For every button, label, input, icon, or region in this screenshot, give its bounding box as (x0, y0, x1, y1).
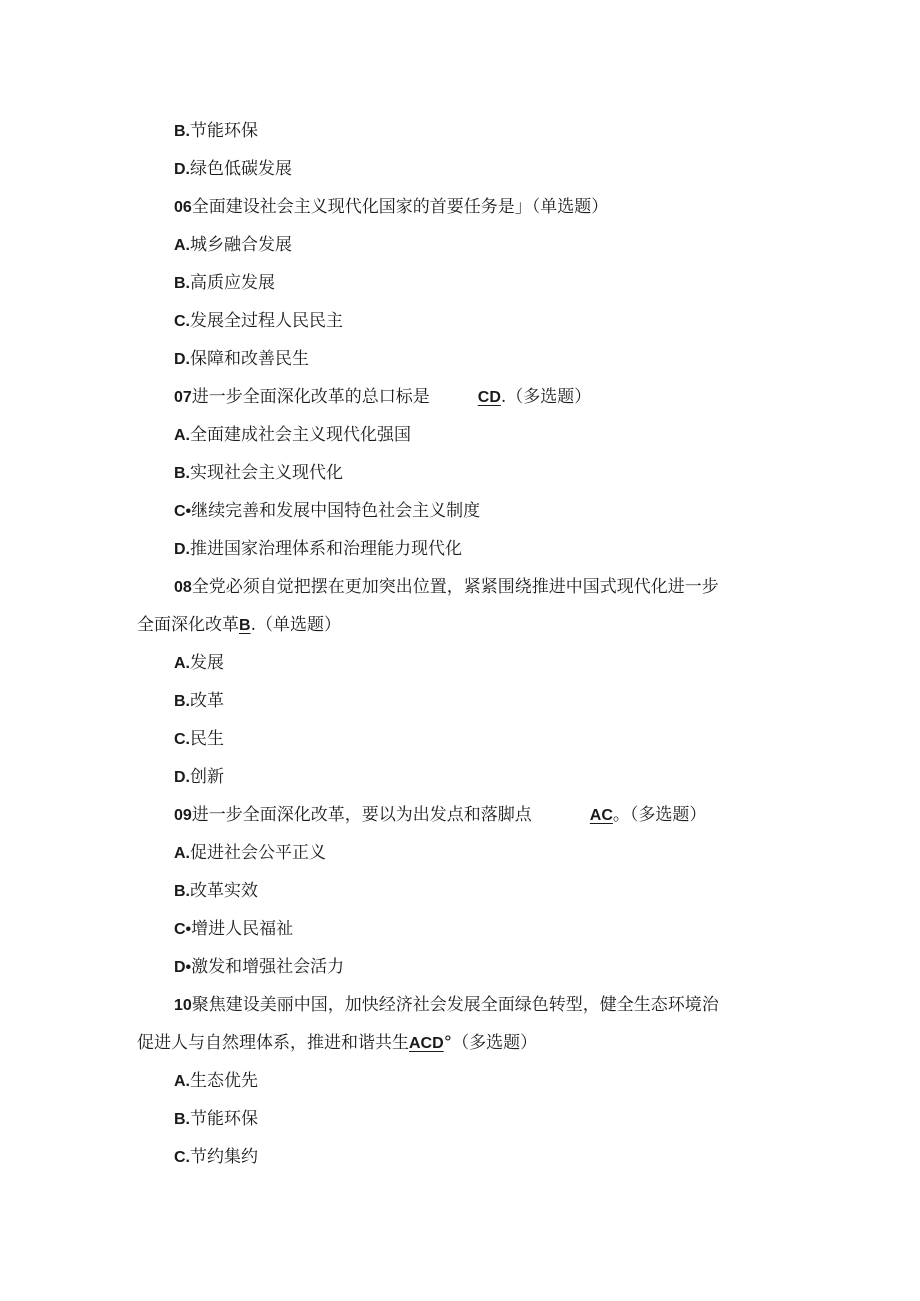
option-text: 高质应发展 (190, 273, 275, 293)
option-letter: D. (174, 769, 190, 786)
answer-mark: CD (477, 389, 501, 406)
option-letter: C. (174, 313, 190, 330)
option-text: 节能环保 (190, 1109, 258, 1129)
option-letter: D. (174, 161, 190, 178)
option-text: 实现社会主义现代化 (190, 463, 343, 483)
question-09 (0, 796, 920, 834)
question-08 (0, 568, 920, 606)
option-text: 促进社会公平正义 (190, 843, 326, 863)
question-number: 06 (174, 199, 192, 216)
option-line (0, 1100, 920, 1138)
option-line (0, 112, 920, 150)
option-letter: C• (174, 503, 192, 520)
question-stem: 促进人与自然理体系，推进和谐共生 (137, 1033, 409, 1053)
question-suffix: .（单选题） (250, 615, 341, 635)
option-line (0, 264, 920, 302)
option-line (0, 302, 920, 340)
question-suffix: 。（多选题） (612, 805, 707, 825)
option-letter: A. (174, 655, 190, 672)
question-number: 07 (174, 389, 192, 406)
option-letter: C• (174, 921, 192, 938)
option-text: 激发和增强社会活力 (191, 957, 345, 977)
option-letter: B. (174, 465, 190, 482)
option-line (0, 416, 920, 454)
option-line (0, 492, 920, 530)
option-text: 绿色低碳发展 (190, 159, 292, 179)
option-text: 改革 (190, 691, 224, 711)
option-letter: D. (174, 351, 190, 368)
option-line (0, 340, 920, 378)
option-text: 发展全过程人民民主 (190, 311, 343, 331)
option-letter: B. (174, 123, 190, 140)
question-stem: 进一步全面深化改革的总口标是 (191, 387, 430, 407)
question-number: 08 (174, 579, 192, 596)
question-suffix: °（多选题） (443, 1033, 538, 1053)
option-letter: A. (174, 845, 190, 862)
option-text: 全面建成社会主义现代化强国 (190, 425, 411, 445)
option-line (0, 226, 920, 264)
question-number: 10 (174, 997, 192, 1014)
option-letter: B. (174, 275, 190, 292)
option-text: 节约集约 (190, 1147, 258, 1167)
question-06 (0, 188, 920, 226)
question-10 (0, 986, 920, 1024)
option-line (0, 758, 920, 796)
option-text: 节能环保 (190, 121, 258, 141)
question-stem: 全党必须自觉把摆在更加突出位置，紧紧围绕推进中国式现代化进一步 (191, 577, 719, 597)
option-letter: B. (174, 883, 190, 900)
option-text: 继续完善和发展中国特色社会主义制度 (191, 501, 481, 521)
question-stem: 全面建设社会主义现代化国家的首要任务是」（单选题） (191, 197, 609, 217)
option-line (0, 834, 920, 872)
option-text: 增进人民福祉 (191, 919, 294, 939)
document-page (0, 112, 920, 1176)
question-stem: 聚焦建设美丽中国，加快经济社会发展全面绿色转型，健全生态环境治 (191, 995, 719, 1015)
option-letter: A. (174, 237, 190, 254)
option-letter: A. (174, 1073, 190, 1090)
option-line (0, 530, 920, 568)
option-line (0, 1062, 920, 1100)
option-line (0, 454, 920, 492)
answer-mark: AC (589, 807, 613, 824)
option-letter: A. (174, 427, 190, 444)
question-stem: 全面深化改革 (137, 615, 239, 635)
option-line (0, 150, 920, 188)
question-08-continued (0, 606, 920, 644)
question-number: 09 (174, 807, 192, 824)
option-letter: B. (174, 1111, 190, 1128)
option-line (0, 872, 920, 910)
answer-mark: B (239, 617, 251, 634)
option-text: 生态优先 (190, 1071, 258, 1091)
option-letter: D• (174, 959, 192, 976)
answer-mark: ACD (409, 1035, 444, 1052)
option-letter: C. (174, 1149, 190, 1166)
option-text: 改革实效 (190, 881, 258, 901)
question-07 (0, 378, 920, 416)
option-text: 发展 (190, 653, 224, 673)
option-letter: C. (174, 731, 190, 748)
option-line (0, 1138, 920, 1176)
option-letter: D. (174, 541, 190, 558)
question-10-continued (0, 1024, 920, 1062)
option-text: 推进国家治理体系和治理能力现代化 (190, 539, 462, 559)
option-line (0, 720, 920, 758)
option-line (0, 910, 920, 948)
option-text: 民生 (190, 729, 224, 749)
question-suffix: .（多选题） (500, 387, 592, 407)
option-line (0, 682, 920, 720)
option-text: 城乡融合发展 (190, 235, 292, 255)
option-text: 保障和改善民生 (190, 349, 309, 369)
option-letter: B. (174, 693, 190, 710)
option-text: 创新 (190, 767, 224, 787)
question-stem: 进一步全面深化改革，要以为出发点和落脚点 (191, 805, 532, 825)
option-line (0, 644, 920, 682)
option-line (0, 948, 920, 986)
